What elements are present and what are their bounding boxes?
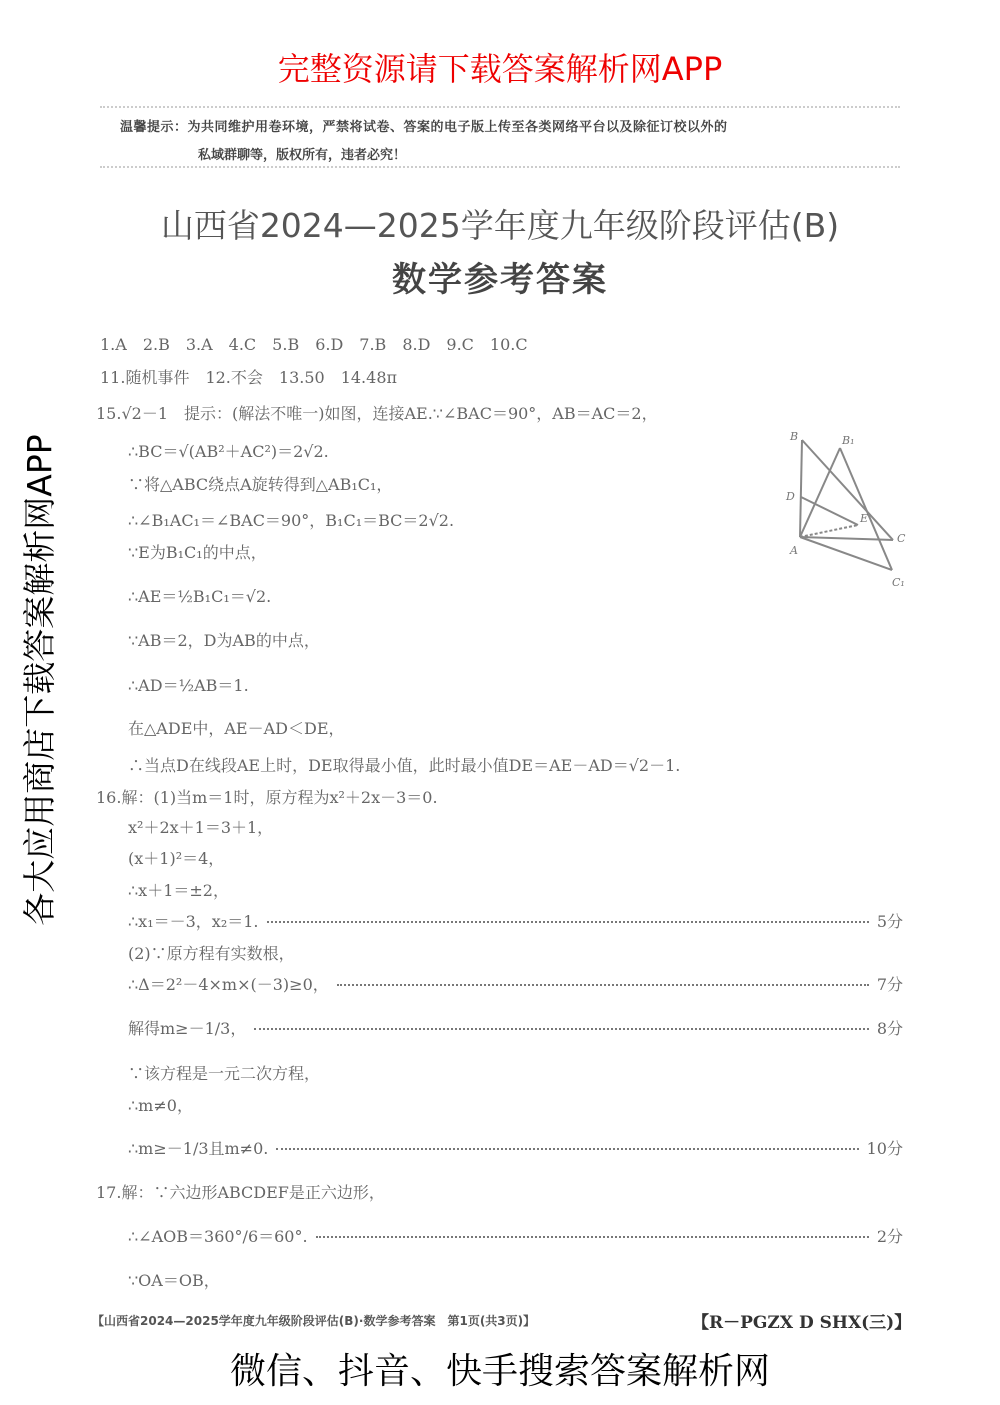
answer-line: ∵AB＝2，D为AB的中点， (128, 631, 320, 650)
answer-line: (x＋1)²＝4， (128, 849, 225, 868)
segment-ab1 (800, 448, 840, 537)
label-b: B (790, 430, 799, 443)
answer-line: 16.解：(1)当m＝1时，原方程为x²＋2x－3＝0. (96, 788, 438, 807)
document-title: 山西省2024—2025学年度九年级阶段评估(B) (160, 206, 840, 245)
leader-dots (276, 1148, 858, 1150)
answer-line: (2)∵原方程有实数根， (128, 944, 295, 963)
watermark-center: 完整资源请下载答案解析网APP (277, 50, 723, 88)
answer-line: ∴AD＝½AB＝1. (128, 676, 249, 695)
leader-dots (337, 984, 869, 986)
segment-b1c1 (840, 448, 892, 570)
watermark-bottom-right: 微信、抖音、快手搜索答案解析网 (229, 1351, 770, 1392)
leader-dots (316, 1236, 869, 1238)
answer-line: 在△ADE中，AE－AD＜DE， (128, 719, 345, 738)
answer-line: 1.A 2.B 3.A 4.C 5.B 6.D 7.B 8.D 9.C 10.C (100, 335, 528, 354)
scored-line (128, 1224, 903, 1247)
scored-line (128, 909, 903, 932)
scored-line (128, 1136, 903, 1159)
score: 5分 (876, 912, 903, 931)
answer-line: x²＋2x＋1＝3＋1， (128, 818, 274, 837)
score: 10分 (866, 1139, 903, 1158)
footer-left: 【山西省2024—2025学年度九年级阶段评估(B)·数学参考答案 第1页(共3页)】 (92, 1314, 536, 1328)
leader-dots (267, 921, 869, 923)
score: 8分 (876, 1019, 903, 1038)
answer-line: ∵将△ABC绕点A旋转得到△AB₁C₁， (128, 475, 393, 494)
watermark-top-left: 各大应用商店下载答案解析网APP (20, 434, 59, 926)
label-b1: B₁ (842, 434, 855, 447)
label-c: C (897, 532, 906, 545)
label-e: E (860, 512, 869, 525)
answer-line: ∵OA＝OB， (128, 1271, 220, 1290)
step-text: 解得m≥－1/3， (128, 1019, 247, 1038)
segment-ab (800, 440, 802, 537)
answer-line: ∴AE＝½B₁C₁＝√2. (128, 587, 272, 606)
step-text: ∴Δ＝2²－4×m×(－3)≥0， (128, 975, 329, 994)
answer-line: ∴x＋1＝±2， (128, 881, 229, 900)
notice-line-2: 私域群聊等，版权所有，违者必究！ (198, 148, 407, 163)
step-text: ∴∠AOB＝360°/6＝60°. (128, 1227, 308, 1246)
segment-ae (800, 525, 858, 537)
answer-line: 17.解：∵六边形ABCDEF是正六边形， (96, 1183, 385, 1202)
answer-line: 15.√2－1 提示：(解法不唯一)如图，连接AE.∵∠BAC＝90°，AB＝AC＝2， (96, 404, 658, 423)
notice-box (100, 106, 900, 168)
step-text: ∴x₁＝－3，x₂＝1. (128, 912, 259, 931)
score: 7分 (876, 975, 903, 994)
label-c1: C₁ (892, 576, 905, 589)
answer-line: ∴∠B₁AC₁＝∠BAC＝90°，B₁C₁＝BC＝2√2. (128, 511, 455, 530)
answer-line: ∴当点D在线段AE上时，DE取得最小值，此时最小值DE＝AE－AD＝√2－1. (128, 756, 681, 775)
geometry-figure (780, 430, 910, 590)
document-subtitle: 数学参考答案 (392, 260, 608, 300)
segment-bc (802, 440, 893, 540)
segment-de (801, 497, 858, 525)
notice-line-1: 温馨提示：为共同维护用卷环境，严禁将试卷、答案的电子版上传至各类网络平台以及除征订校以外的 (120, 120, 728, 135)
answer-line: ∵该方程是一元二次方程， (128, 1064, 321, 1083)
scored-line (128, 1016, 903, 1039)
footer-code: 【R－PGZX D SHX(三)】 (692, 1313, 912, 1333)
scored-line (128, 972, 903, 995)
answer-line: ∴m≠0， (128, 1096, 193, 1115)
label-a: A (790, 544, 798, 557)
answer-line: 11.随机事件 12.不会 13.50 14.48π (100, 368, 398, 387)
answer-line: ∴BC＝√(AB²＋AC²)＝2√2. (128, 442, 329, 461)
answer-line: ∵E为B₁C₁的中点， (128, 543, 267, 562)
label-d: D (786, 490, 795, 503)
leader-dots (254, 1028, 868, 1030)
segment-ac1 (800, 537, 892, 570)
score: 2分 (876, 1227, 903, 1246)
step-text: ∴m≥－1/3且m≠0. (128, 1139, 269, 1158)
